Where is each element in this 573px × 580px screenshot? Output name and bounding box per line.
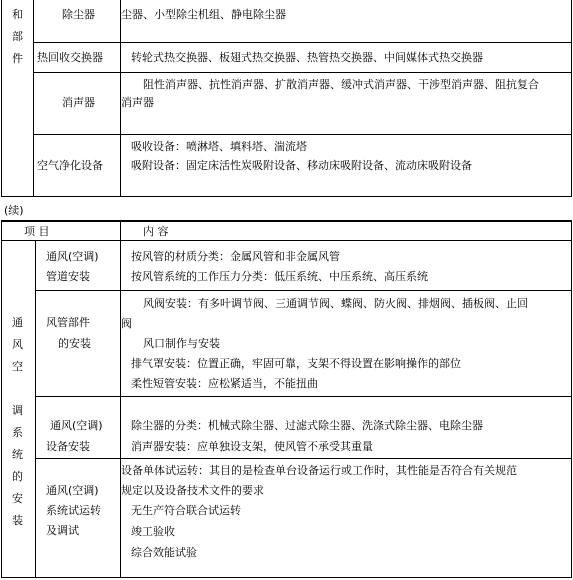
table2-column-divider <box>120 220 121 578</box>
table2-group-char: 调 <box>12 404 23 417</box>
table2-group-char: 通 <box>12 316 23 329</box>
table2-header-divider <box>1 240 572 241</box>
table1-content-line: 阻性消声器、抗性消声器、扩散消声器、缓冲式消声器、干涉型消声器、阻抗复合 <box>143 78 539 91</box>
table1-row-divider <box>33 134 572 135</box>
table2-content-line: 规定以及设备技术文件的要求 <box>121 484 264 497</box>
table2-group-char: 空 <box>12 360 23 373</box>
table2-content-line: 按风管的材质分类：金属风管和非金属风管 <box>131 250 340 263</box>
table2-content-line: 竣工验收 <box>131 525 175 538</box>
table1-border-left <box>1 0 2 197</box>
table1-border-bottom <box>1 196 572 197</box>
table2-header-content: 内 容 <box>143 225 169 238</box>
table1-border-right <box>571 0 572 197</box>
table2-content-line: 阀 <box>121 317 132 330</box>
table2-border-bottom <box>1 577 572 578</box>
continued-label: (续) <box>4 204 24 217</box>
table2-group-char: 系 <box>12 426 23 439</box>
table2-group-char: 安 <box>12 492 23 505</box>
table1-item-label: 空气净化设备 <box>37 159 103 172</box>
table1-group-char: 部 <box>12 30 23 43</box>
table2-item-label: 通风(空调) <box>46 250 99 263</box>
table2-header-item: 项 目 <box>24 225 50 238</box>
table1-content-line: 尘器、小型除尘机组、静电除尘器 <box>121 8 286 21</box>
table2-group-char: 的 <box>12 470 23 483</box>
table2-item-label: 的安装 <box>58 337 91 350</box>
table2-item-label: 系统试运转 <box>46 504 101 517</box>
table1-column-divider <box>33 0 34 197</box>
table2-content-line: 综合效能试验 <box>131 546 197 559</box>
table1-item-label: 除尘器 <box>62 8 95 21</box>
table2-content-line: 按风管系统的工作压力分类：低压系统、中压系统、高压系统 <box>131 270 428 283</box>
table2-content-line: 除尘器的分类：机械式除尘器、过滤式除尘器、洗涤式除尘器、电除尘器 <box>131 419 483 432</box>
table2-content-line: 无生产符合联合试运转 <box>131 504 241 517</box>
table2-item-label: 及调试 <box>46 524 79 537</box>
table2-content-line: 风阀安装：有多叶调节阀、三通调节阀、蝶阀、防火阀、排烟阀、插板阀、止回 <box>143 297 528 310</box>
table1-item-label: 消声器 <box>62 96 95 109</box>
table2-border-right <box>571 220 572 578</box>
table2-item-label: 风管部件 <box>46 316 90 329</box>
table2-item-label: 管道安装 <box>46 270 90 283</box>
table2-row-divider <box>35 290 572 291</box>
table1-content-line: 转轮式热交换器、板翅式热交换器、热管热交换器、中间媒体式热交换器 <box>131 51 483 64</box>
table2-item-label: 设备安装 <box>46 440 90 453</box>
table2-border-top <box>1 220 572 222</box>
table2-group-char: 统 <box>12 448 23 461</box>
table2-border-left <box>1 220 2 578</box>
table2-item-label: 通风(空调) <box>46 484 99 497</box>
table1-content-line: 吸收设备：喷淋塔、填料塔、湍流塔 <box>131 140 307 153</box>
table1-row-divider <box>33 72 572 73</box>
table1-group-char: 和 <box>12 8 23 21</box>
table2-group-char: 风 <box>12 338 23 351</box>
table2-content-line: 设备单体试运转：其目的是检查单台设备运行或工作时，其性能是否符合有关规范 <box>121 464 517 477</box>
table2-row-divider <box>35 396 572 397</box>
table2-content-line: 排气罩安装：位置正确，牢固可靠，支架不得设置在影响操作的部位 <box>131 357 461 370</box>
table1-item-label: 热回收交换器 <box>37 51 103 64</box>
table2-content-line: 柔性短管安装：应松紧适当，不能扭曲 <box>131 377 318 390</box>
table1-group-char: 件 <box>12 52 23 65</box>
table2-content-line: 消声器安装：应单独设支架，使风管不承受其重量 <box>131 440 373 453</box>
table1-content-line: 消声器 <box>121 96 154 109</box>
table2-group-char: 装 <box>12 514 23 527</box>
table2-item-label: 通风(空调) <box>50 419 103 432</box>
table1-content-line: 吸附设备：固定床活性炭吸附设备、移动床吸附设备、流动床吸附设备 <box>131 159 472 172</box>
table1-row-divider <box>33 42 572 43</box>
table2-row-divider <box>35 458 572 459</box>
table2-content-line: 风口制作与安装 <box>143 337 220 350</box>
